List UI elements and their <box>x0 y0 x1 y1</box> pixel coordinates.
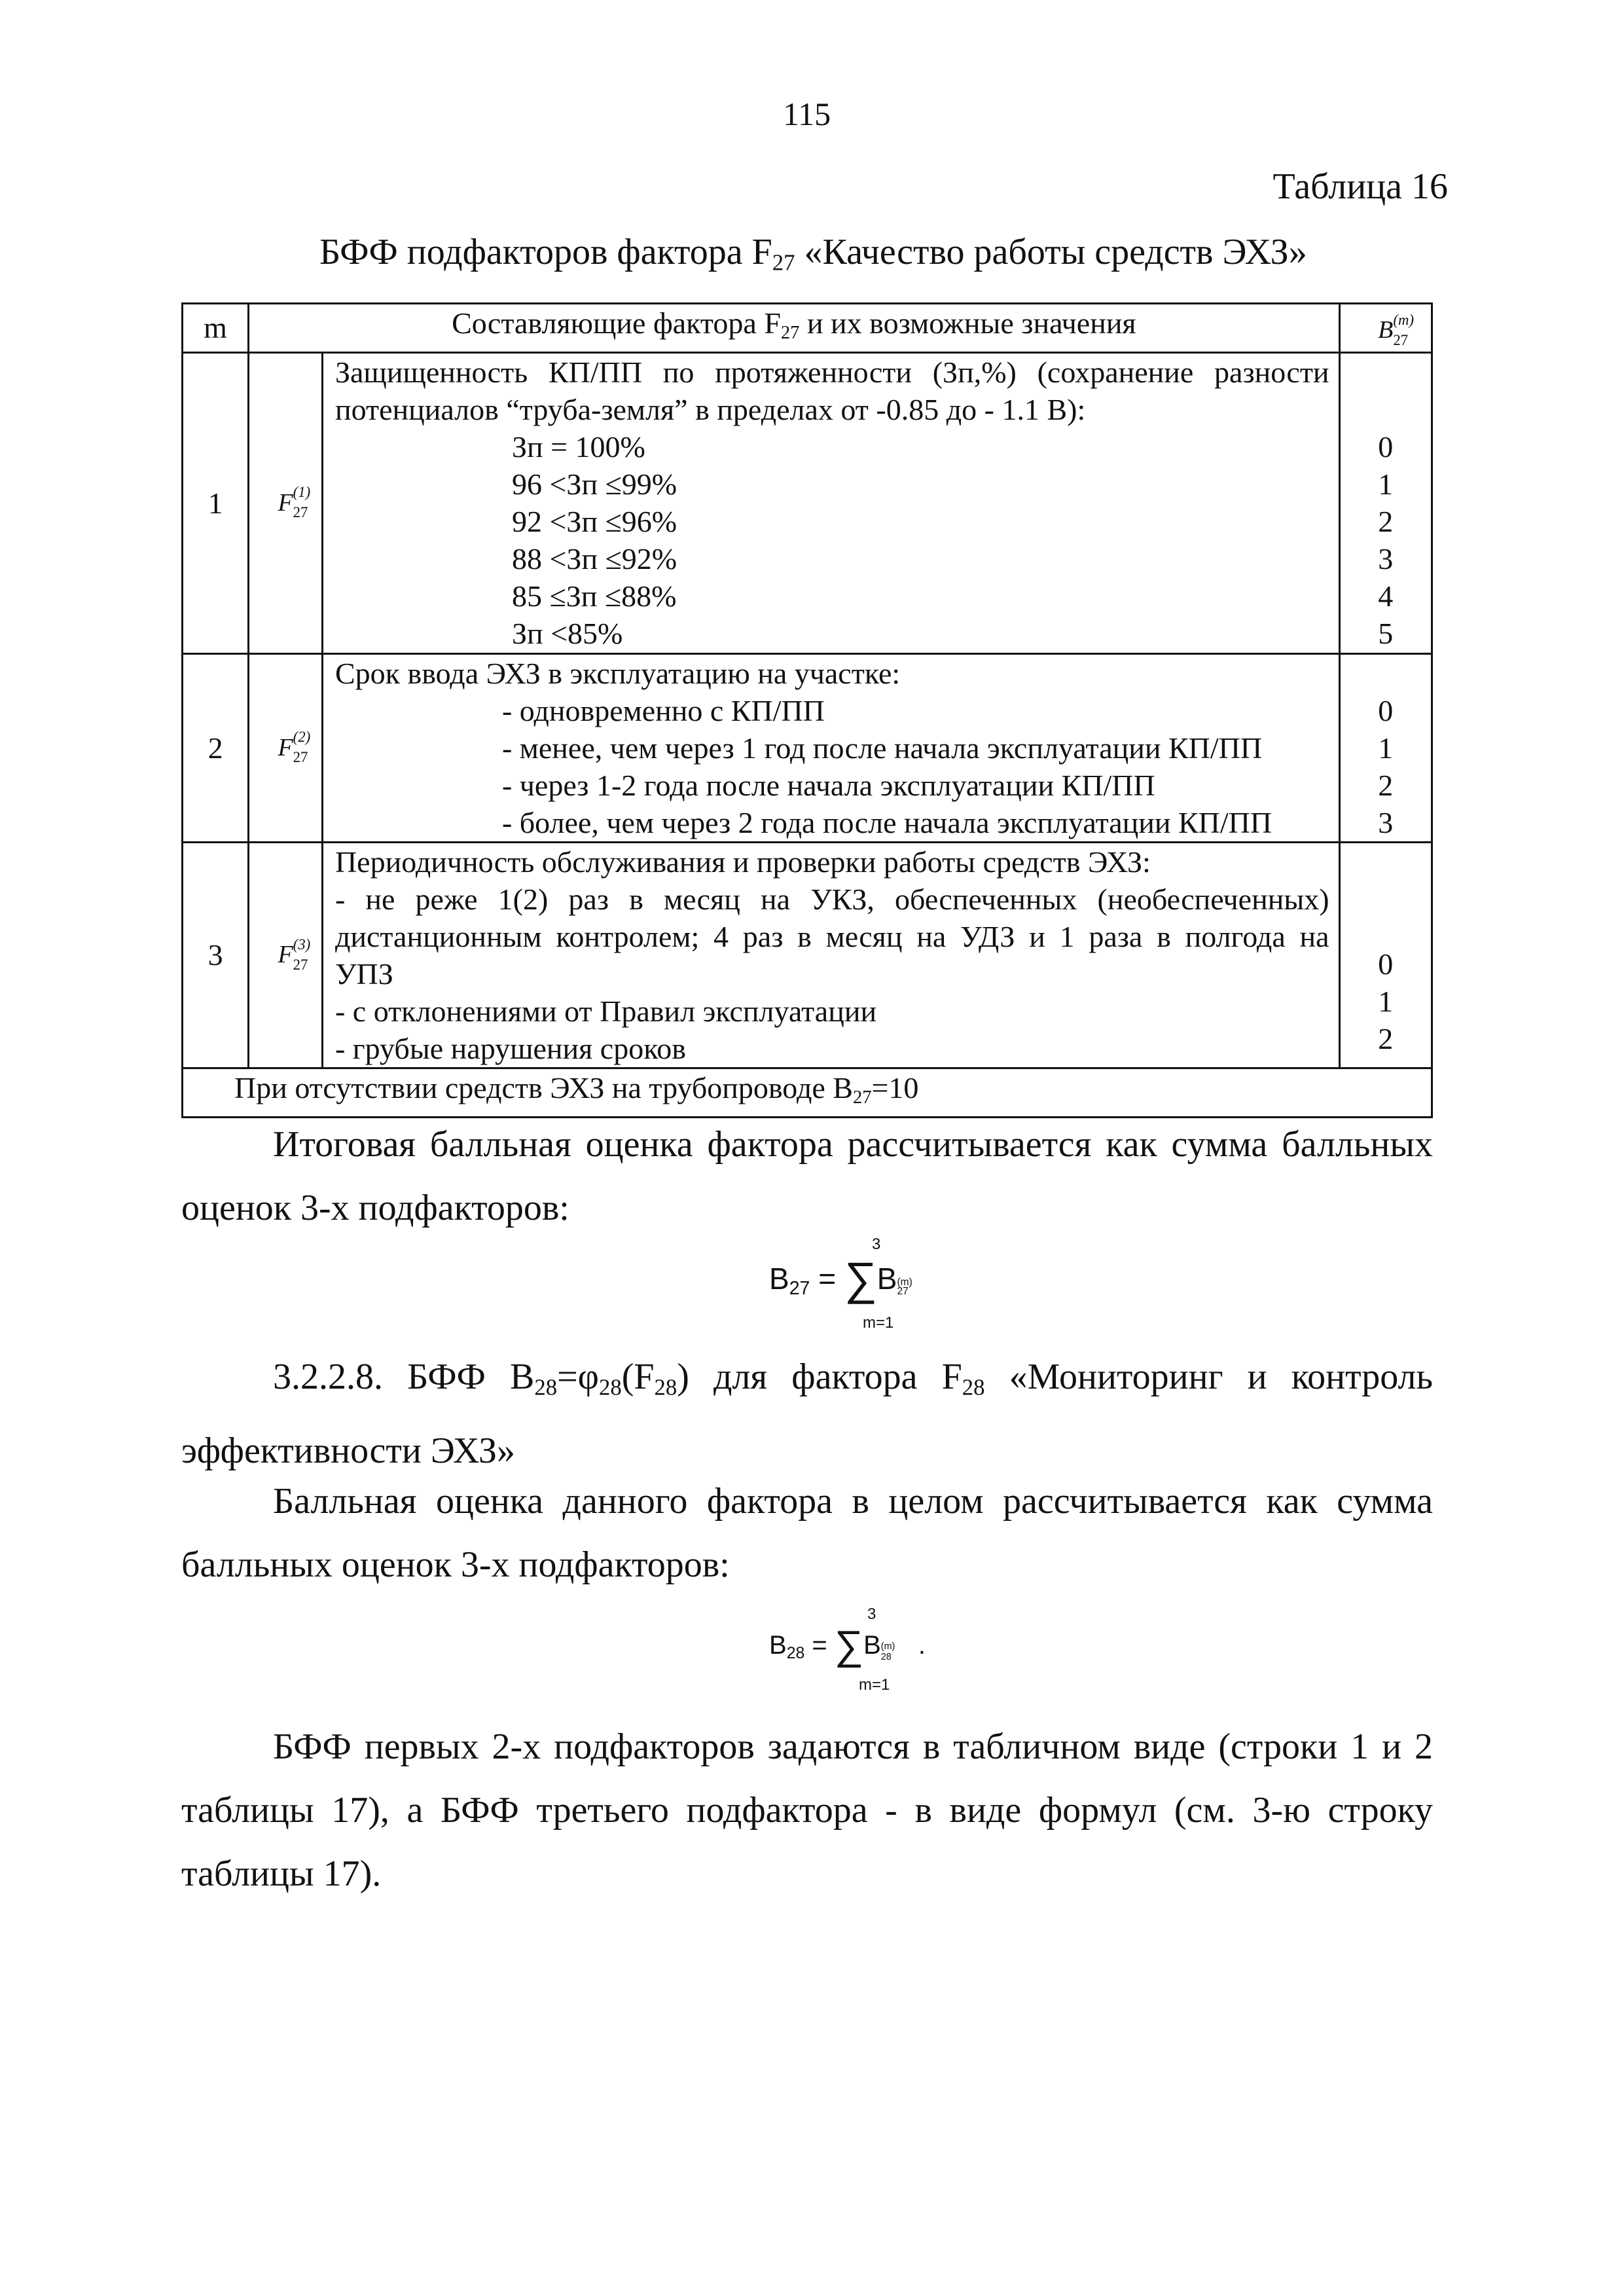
row2-intro: Срок ввода ЭХЗ в эксплуатацию на участке: <box>334 656 901 690</box>
caption-sub: 27 <box>772 249 795 276</box>
row1-factor-letter: F <box>278 488 293 517</box>
row2-option-4: - более, чем через 2 года после начала эксплуатации КП/ПП <box>501 805 1272 839</box>
row1-factor-sup: (1) <box>293 484 311 501</box>
section-3-2-2-8 <box>181 1345 1433 1483</box>
table-caption <box>319 231 1307 276</box>
row3-m: 3 <box>183 842 249 1068</box>
footer-pre: При отсутствии средств ЭХЗ на трубопроводе B <box>234 1070 853 1104</box>
row2-option-3: - через 1-2 года после начала эксплуатации КП/ПП <box>501 768 1155 802</box>
paragraph-2 <box>181 1470 1433 1597</box>
paragraph-1 <box>181 1113 1433 1240</box>
row2-values <box>1339 653 1432 842</box>
row2-value-1: 0 <box>1378 693 1394 727</box>
section-sub-2: 28 <box>599 1374 622 1400</box>
section-sub-3: 28 <box>654 1374 677 1400</box>
section-part-a: 3.2.2.8. БФФ B <box>273 1357 535 1397</box>
row1-option-5: 85 ≤Зп ≤88% <box>511 579 677 613</box>
row2-value-2: 1 <box>1378 731 1394 765</box>
formula-b28 <box>769 1605 926 1694</box>
table-row-2 <box>183 653 1432 842</box>
row3-opt2: - с отклонениями от Правил эксплуатации <box>334 994 877 1028</box>
caption-pre: БФФ подфакторов фактора F <box>319 232 772 272</box>
formula1-term: B <box>876 1262 897 1296</box>
row1-value-1: 0 <box>1378 430 1394 464</box>
row3-factor-sub: 27 <box>293 956 308 973</box>
table-footer-row <box>183 1068 1432 1117</box>
page-number: 115 <box>783 96 831 132</box>
formula1-eq: = <box>818 1262 837 1296</box>
row1-factor <box>249 352 323 653</box>
row1-option-1: Зп = 100% <box>511 430 645 464</box>
formula2-lhs-sub: 28 <box>786 1644 805 1662</box>
paragraph-3-line-1: БФФ первых 2-х подфакторов задаются в табличном виде (строки 1 и 2 <box>273 1726 1433 1767</box>
formula2-lower: m=1 <box>859 1676 890 1694</box>
section-part-e: «Мониторинг и контроль <box>984 1357 1433 1397</box>
formula2-eq: = <box>812 1631 827 1660</box>
row3-opt1-line1: - не реже 1(2) раз в месяц на УКЗ, обеспеченных (необеспеченных) <box>334 882 1329 916</box>
header-components-pre: Составляющие фактора F <box>452 306 781 340</box>
section-sub-1: 28 <box>534 1374 558 1400</box>
paragraph-3-line-3: таблицы 17). <box>181 1853 382 1894</box>
row3-factor <box>249 842 323 1068</box>
section-part-c: (F <box>621 1357 655 1397</box>
formula1-sigma: ∑ <box>844 1253 877 1304</box>
header-m: m <box>183 304 249 353</box>
row3-opt1-line2: дистанционным контролем; 4 раз в месяц на УДЗ и 1 раза в полгода на <box>334 919 1329 953</box>
header-b-sup: (m) <box>1393 311 1415 328</box>
row1-option-2: 96 <Зп ≤99% <box>511 467 677 501</box>
table-label: Таблица 16 <box>1272 166 1448 207</box>
row1-factor-sub: 27 <box>293 504 308 521</box>
row2-option-2: - менее, чем через 1 год после начала эксплуатации КП/ПП <box>501 731 1263 765</box>
table-row-3 <box>183 842 1432 1068</box>
factor-table <box>181 302 1433 1118</box>
row1-intro-line1: Защищенность КП/ПП по протяженности (Зп,%) (сохранение разности <box>334 355 1329 390</box>
table-row-1 <box>183 352 1432 653</box>
header-components-post: и их возможные значения <box>799 306 1136 340</box>
row1-m: 1 <box>183 352 249 653</box>
row2-description <box>322 653 1339 842</box>
row1-intro-line2: потенциалов “труба-земля” в пределах от -0.85 до - 1.1 В): <box>334 393 1086 427</box>
row3-value-2: 1 <box>1378 985 1394 1019</box>
row3-opt1-line3: УПЗ <box>334 957 393 991</box>
row3-values <box>1339 842 1432 1068</box>
row2-value-3: 2 <box>1378 768 1394 802</box>
formula2-term-sup: (m) <box>880 1641 895 1652</box>
paragraph-1-line-1: Итоговая балльная оценка фактора рассчитывается как сумма балльных <box>273 1124 1433 1165</box>
row2-factor-sup: (2) <box>293 729 311 746</box>
row1-option-3: 92 <Зп ≤96% <box>511 505 677 539</box>
header-components-sub: 27 <box>780 322 800 343</box>
formula1-term-sup: (m) <box>897 1277 912 1288</box>
row3-opt3: - грубые нарушения сроков <box>334 1031 686 1065</box>
row1-description <box>322 352 1339 653</box>
formula1-term-sub: 27 <box>897 1286 909 1298</box>
formula1-lower: m=1 <box>863 1314 894 1332</box>
caption-post: «Качество работы средств ЭХЗ» <box>795 232 1307 272</box>
header-b-sub: 27 <box>1393 331 1409 348</box>
section-line-2: эффективности ЭХЗ» <box>181 1430 516 1471</box>
paragraph-2-line-2: балльных оценок 3-х подфакторов: <box>181 1544 730 1585</box>
row2-factor <box>249 653 323 842</box>
formula2-term: B <box>863 1631 881 1660</box>
header-components <box>249 304 1339 353</box>
row1-value-4: 3 <box>1378 542 1394 576</box>
row1-value-2: 1 <box>1378 467 1394 501</box>
row2-factor-letter: F <box>278 733 293 761</box>
table-header-row <box>183 304 1432 353</box>
table-footer <box>183 1068 1432 1117</box>
row1-value-6: 5 <box>1378 617 1394 651</box>
row3-description <box>322 842 1339 1068</box>
section-sub-4: 28 <box>962 1374 985 1400</box>
formula2-term-sub: 28 <box>880 1651 892 1662</box>
row1-option-4: 88 <Зп ≤92% <box>511 542 677 576</box>
row1-value-5: 4 <box>1378 579 1394 613</box>
formula2-sigma: ∑ <box>834 1623 864 1668</box>
section-line-1 <box>181 1345 1433 1419</box>
row2-value-4: 3 <box>1378 805 1394 839</box>
row3-value-3: 2 <box>1378 1022 1394 1056</box>
header-b <box>1339 304 1432 353</box>
formula1-lhs: B <box>769 1262 789 1296</box>
formula2-lhs: B <box>769 1631 787 1660</box>
formula1-lhs-sub: 27 <box>789 1277 810 1299</box>
row3-factor-sup: (3) <box>293 936 311 953</box>
row1-values <box>1339 352 1432 653</box>
formula2-tail: . <box>918 1631 926 1660</box>
section-part-b: =φ <box>557 1357 599 1397</box>
row2-factor-sub: 27 <box>293 749 308 766</box>
paragraph-3-line-2: таблицы 17), а БФФ третьего подфактора - в виде формул (см. 3-ю строку <box>181 1790 1433 1831</box>
formula-b27 <box>769 1235 912 1332</box>
footer-sub: 27 <box>852 1087 872 1108</box>
section-part-d: ) для фактора F <box>677 1357 962 1397</box>
row1-option-6: Зп <85% <box>511 617 623 651</box>
row2-option-1: - одновременно с КП/ПП <box>501 693 825 727</box>
paragraph-1-line-2: оценок 3-х подфакторов: <box>181 1188 569 1228</box>
formula2-upper: 3 <box>867 1605 876 1623</box>
row2-m: 2 <box>183 653 249 842</box>
paragraph-2-line-1: Балльная оценка данного фактора в целом рассчитывается как сумма <box>273 1481 1433 1522</box>
row3-intro: Периодичность обслуживания и проверки работы средств ЭХЗ: <box>334 845 1151 879</box>
footer-post: =10 <box>871 1070 919 1104</box>
formula1-upper: 3 <box>872 1235 881 1253</box>
row3-factor-letter: F <box>278 941 293 969</box>
paragraph-3 <box>181 1715 1433 1906</box>
row1-value-3: 2 <box>1378 505 1394 539</box>
header-b-letter: B <box>1378 316 1394 344</box>
row3-value-1: 0 <box>1378 947 1394 981</box>
